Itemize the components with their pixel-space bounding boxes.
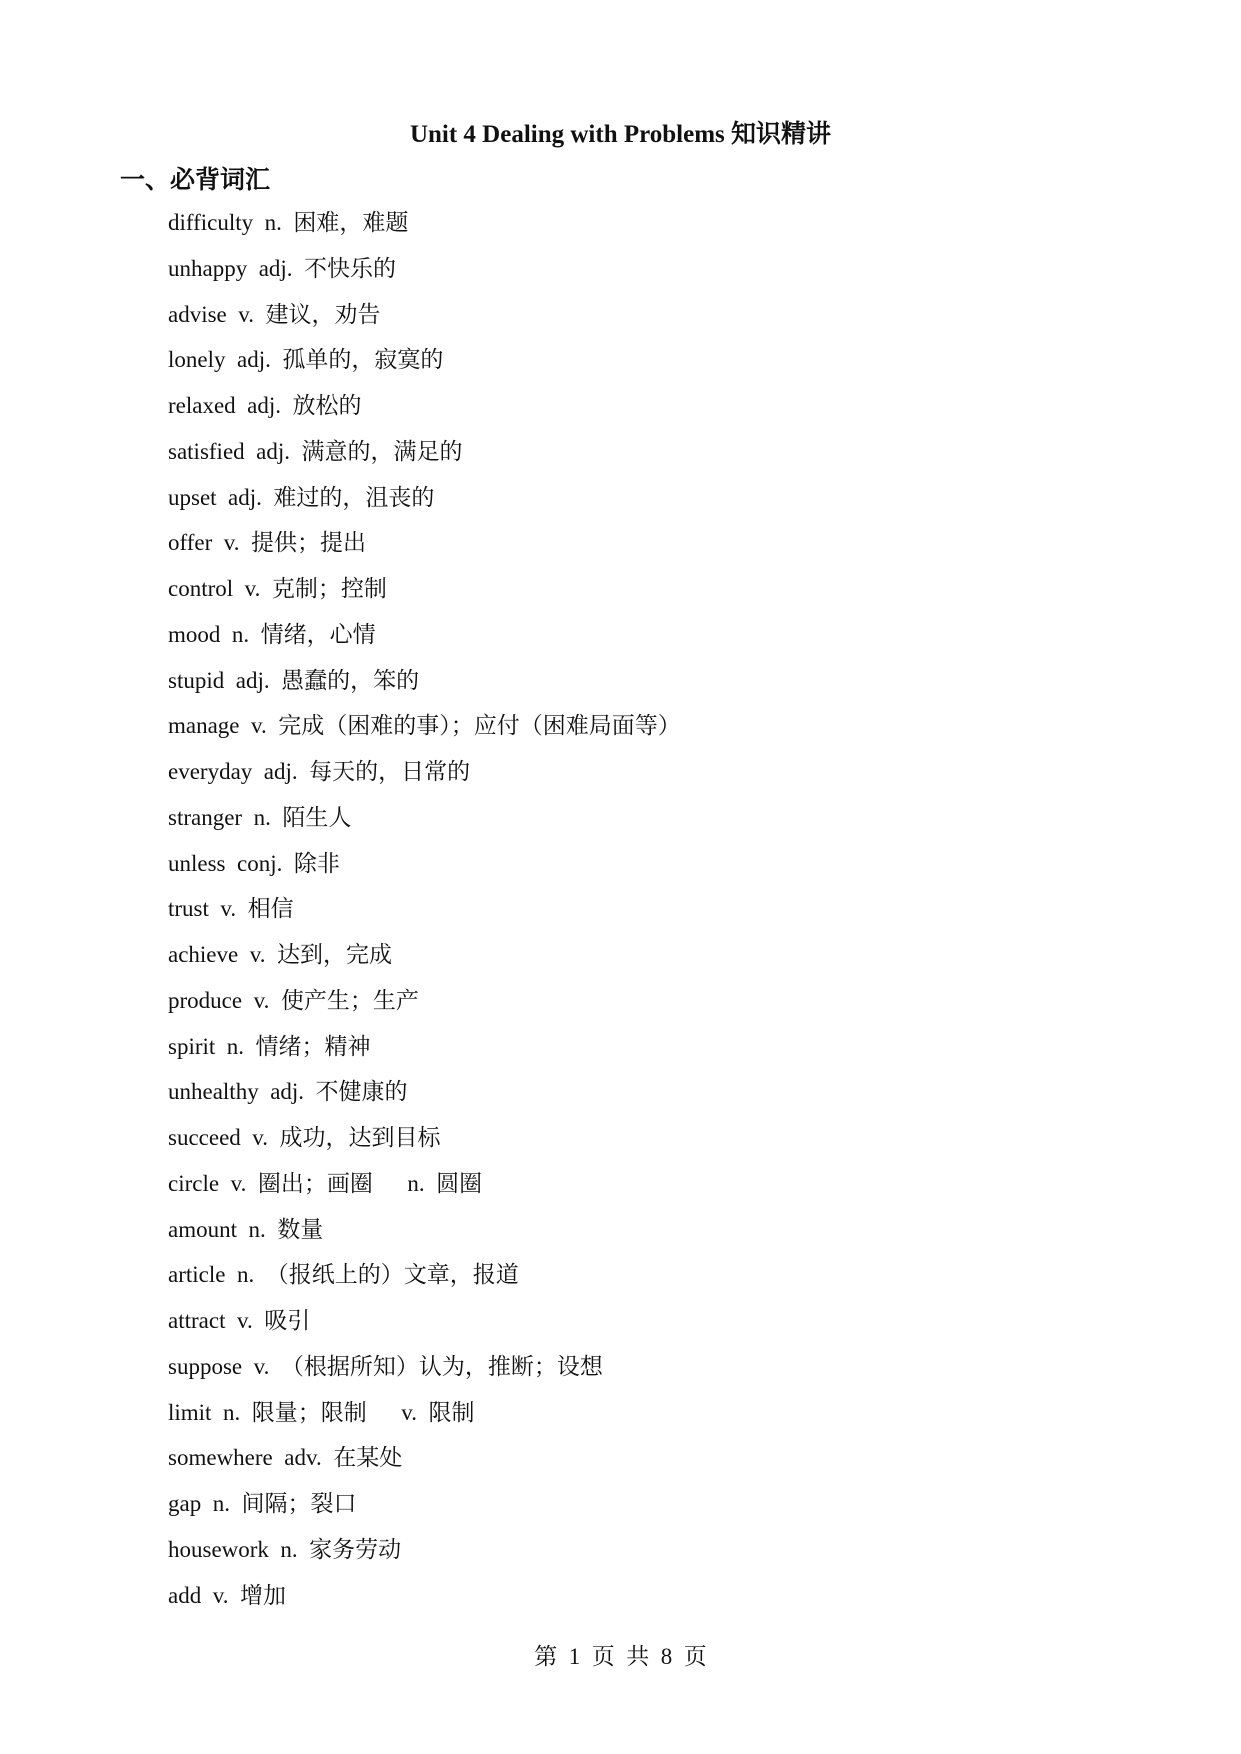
vocab-entry: spirit n. 情绪；精神	[168, 1033, 371, 1059]
section-heading: 一、必背词汇	[120, 167, 271, 194]
vocab-entry: stupid adj. 愚蠢的，笨的	[168, 667, 420, 693]
vocab-entry: unhappy adj. 不快乐的	[168, 255, 397, 281]
vocab-entry: satisfied adj. 满意的，满足的	[168, 438, 463, 464]
vocab-entry: lonely adj. 孤单的，寂寞的	[168, 347, 444, 373]
vocab-entry: produce v. 使产生；生产	[168, 987, 419, 1013]
vocab-entry: succeed v. 成功，达到目标	[168, 1125, 441, 1150]
vocab-entry: upset adj. 难过的，沮丧的	[168, 484, 435, 510]
vocab-entry: trust v. 相信	[168, 896, 294, 922]
vocab-entry: limit n. 限量；限制 v. 限制	[168, 1399, 475, 1425]
vocab-entry: achieve v. 达到，完成	[168, 942, 392, 967]
vocab-entry: unhealthy adj. 不健康的	[168, 1079, 408, 1105]
document-title: Unit 4 Dealing with Problems 知识精讲	[409, 121, 832, 148]
vocab-entry: gap n. 间隔；裂口	[168, 1491, 357, 1516]
vocab-entry: suppose v. （根据所知）认为，推断；设想	[168, 1353, 603, 1379]
vocab-entry: amount n. 数量	[168, 1216, 324, 1242]
vocab-entry: circle v. 圈出；画圈 n. 圆圈	[168, 1170, 483, 1196]
vocab-entry: advise v. 建议，劝告	[168, 301, 381, 327]
vocab-entry: article n. （报纸上的）文章，报道	[168, 1262, 519, 1288]
vocab-entry: attract v. 吸引	[168, 1308, 311, 1333]
page-number-footer: 第 1 页 共 8 页	[534, 1644, 707, 1669]
vocab-entry: mood n. 情绪，心情	[168, 621, 376, 647]
vocab-entry: manage v. 完成（困难的事）；应付（困难局面等）	[168, 713, 681, 739]
vocabulary-list	[168, 206, 681, 1624]
vocab-entry: difficulty n. 困难，难题	[168, 210, 409, 235]
vocab-entry: control v. 克制；控制	[168, 576, 387, 601]
vocab-entry: unless conj. 除非	[168, 850, 340, 876]
vocab-entry: housework n. 家务劳动	[168, 1536, 402, 1562]
vocab-entry: somewhere adv. 在某处	[168, 1445, 403, 1471]
vocab-entry: everyday adj. 每天的，日常的	[168, 759, 471, 784]
vocab-entry: stranger n. 陌生人	[168, 804, 352, 830]
vocab-entry: relaxed adj. 放松的	[168, 393, 362, 418]
vocab-entry: add v. 增加	[168, 1582, 286, 1608]
vocab-entry: offer v. 提供；提出	[168, 530, 367, 556]
